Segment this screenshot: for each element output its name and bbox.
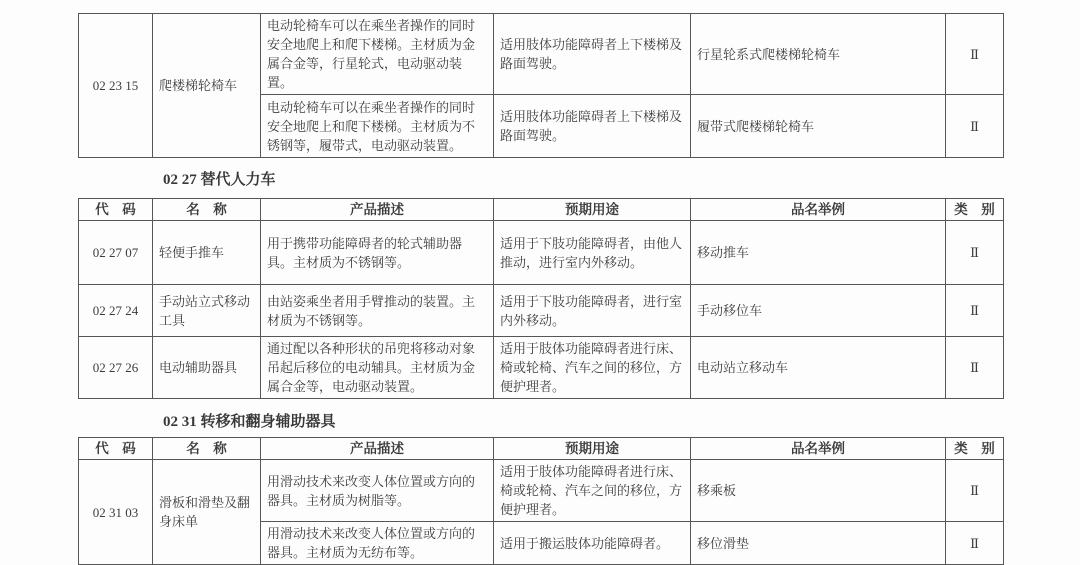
intended-use-cell: 适用于下肢功能障碍者，由他人推动，进行室内外移动。 [494,221,691,285]
intended-use-cell: 适用于肢体功能障碍者进行床、椅或轮椅、汽车之间的移位，方便护理者。 [494,460,691,522]
code-cell: 02 27 26 [79,337,153,399]
name-cell: 爬楼梯轮椅车 [153,14,261,158]
column-header-intended-use: 预期用途 [494,199,691,221]
table-row [79,285,1004,337]
name-cell: 轻便手推车 [153,221,261,285]
class-cell: Ⅱ [946,95,1004,158]
table-row [79,460,1004,522]
column-header-name: 名 称 [153,199,261,221]
description-cell: 电动轮椅车可以在乘坐者操作的同时安全地爬上和爬下楼梯。主材质为不锈钢等，履带式，电动驱动装置。 [261,95,494,158]
table-row [79,221,1004,285]
column-header-code: 代 码 [79,438,153,460]
table-row [79,337,1004,399]
product-example-cell: 行星轮系式爬楼梯轮椅车 [691,14,946,95]
class-cell: Ⅱ [946,221,1004,285]
description-cell: 用滑动技术来改变人体位置或方向的器具。主材质为树脂等。 [261,460,494,522]
product-example-cell: 移位滑垫 [691,522,946,565]
class-cell: Ⅱ [946,460,1004,522]
column-header-product-example: 品名举例 [691,438,946,460]
product-example-cell: 手动移位车 [691,285,946,337]
column-header-intended-use: 预期用途 [494,438,691,460]
name-cell: 电动辅助器具 [153,337,261,399]
description-cell: 用于携带功能障碍者的轮式辅助器具。主材质为不锈钢等。 [261,221,494,285]
table-02-31 [78,437,1004,565]
code-cell: 02 27 24 [79,285,153,337]
table-header-row [79,199,1004,221]
class-cell: Ⅱ [946,14,1004,95]
table-02-27 [78,198,1004,399]
intended-use-cell: 适用于下肢功能障碍者，进行室内外移动。 [494,285,691,337]
column-header-name: 名 称 [153,438,261,460]
intended-use-cell: 适用肢体功能障碍者上下楼梯及路面驾驶。 [494,95,691,158]
class-cell: Ⅱ [946,285,1004,337]
column-header-product-example: 品名举例 [691,199,946,221]
product-example-cell: 移动推车 [691,221,946,285]
table-02-23-continuation [78,13,1004,158]
product-example-cell: 履带式爬楼梯轮椅车 [691,95,946,158]
intended-use-cell: 适用于搬运肢体功能障碍者。 [494,522,691,565]
intended-use-cell: 适用于肢体功能障碍者进行床、椅或轮椅、汽车之间的移位，方便护理者。 [494,337,691,399]
description-cell: 由站姿乘坐者用手臂推动的装置。主材质为不锈钢等。 [261,285,494,337]
name-cell: 滑板和滑垫及翻身床单 [153,460,261,565]
class-cell: Ⅱ [946,337,1004,399]
code-cell: 02 31 03 [79,460,153,565]
class-cell: Ⅱ [946,522,1004,565]
description-cell: 用滑动技术来改变人体位置或方向的器具。主材质为无纺布等。 [261,522,494,565]
table-row [79,14,1004,95]
section-title-02-31: 02 31 转移和翻身辅助器具 [163,414,336,430]
section-title-02-27: 02 27 替代人力车 [163,172,276,188]
description-cell: 通过配以各种形状的吊兜将移动对象吊起后移位的电动辅具。主材质为金属合金等，电动驱动装置。 [261,337,494,399]
description-cell: 电动轮椅车可以在乘坐者操作的同时安全地爬上和爬下楼梯。主材质为金属合金等，行星轮式，电动驱动装置。 [261,14,494,95]
column-header-class: 类 别 [946,199,1004,221]
code-cell: 02 27 07 [79,221,153,285]
column-header-class: 类 别 [946,438,1004,460]
name-cell: 手动站立式移动工具 [153,285,261,337]
column-header-code: 代 码 [79,199,153,221]
intended-use-cell: 适用肢体功能障碍者上下楼梯及路面驾驶。 [494,14,691,95]
column-header-description: 产品描述 [261,199,494,221]
column-header-description: 产品描述 [261,438,494,460]
product-example-cell: 电动站立移动车 [691,337,946,399]
code-cell: 02 23 15 [79,14,153,158]
table-header-row [79,438,1004,460]
product-example-cell: 移乘板 [691,460,946,522]
